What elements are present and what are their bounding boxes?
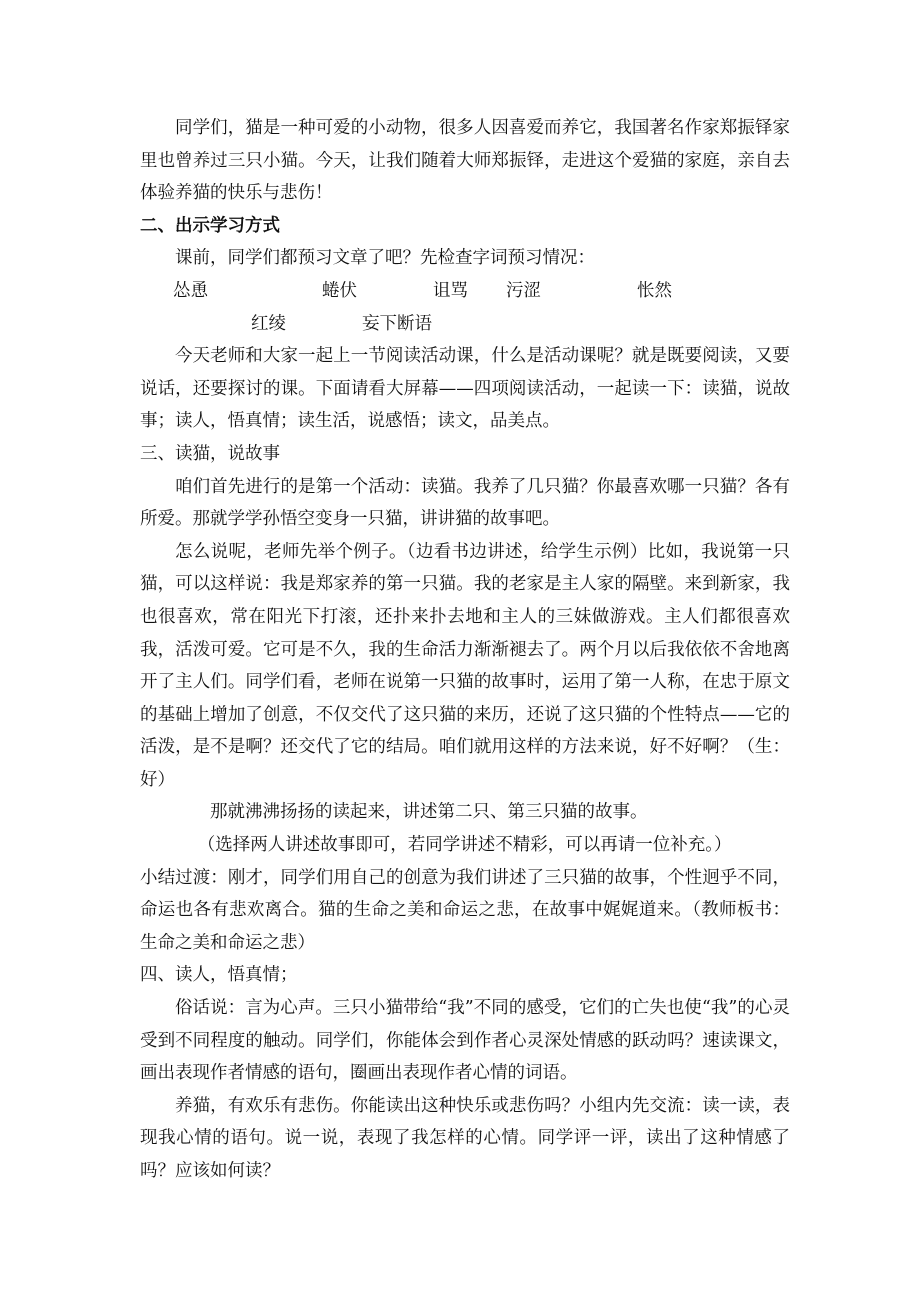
vocab-word: 诅骂: [433, 280, 468, 301]
vocab-word: 红绫: [251, 313, 286, 334]
section-2-heading: 二、出示学习方式: [140, 215, 280, 236]
intro-paragraph: 同学们，猫是一种可爱的小动物，很多人因喜爱而养它，我国著名作家郑振铎家里也曾养过三只小猫。今天，让我们随着大师郑振铎，走进这个爱猫的家庭，亲自去体验养猫的快乐与悲伤！: [140, 118, 790, 204]
activity-paragraph: 今天老师和大家一起上一节阅读活动课，什么是活动课呢？就是既要阅读，又要说话，还要探讨的课。下面请看大屏幕——四项阅读活动，一起读一下：读猫，说故事；读人，悟真情；读生活，说感悟；读文，品美点。: [140, 346, 790, 432]
section-4-paragraph-2: 养猫，有欢乐有悲伤。你能读出这种快乐或悲伤吗？小组内先交流：读一读，表现我心情的语句。说一说，表现了我怎样的心情。同学评一评，读出了这种情感了吗？应该如何读？: [140, 1095, 790, 1181]
section-3-paragraph-1: 咱们首先进行的是第一个活动：读猫。我养了几只猫？你最喜欢哪一只猫？各有所爱。那就学学孙悟空变身一只猫，讲讲猫的故事吧。: [140, 476, 790, 530]
section-4-paragraph-1: 俗话说：言为心声。三只小猫带给“我”不同的感受，它们的亡失也使“我”的心灵受到不同程度的触动。同学们，你能体会到作者心灵深处情感的跃动吗？速读课文，画出表现作者情感的语句，圈画出表现作者心情的词语。: [140, 998, 790, 1084]
vocab-word: 怅然: [637, 280, 672, 301]
vocab-intro: 课前，同学们都预习文章了吧？先检查字词预习情况：: [175, 248, 595, 269]
section-3-paragraph-2: 怎么说呢，老师先举个例子。（边看书边讲述，给学生示例）比如，我说第一只猫，可以这样说：我是郑家养的第一只猫。我的老家是主人家的隔壁。来到新家，我也很喜欢，常在阳光下打滚，还扑来扑去地和主人的三妹做游戏。主人们都很喜欢我，活泼可爱。它可是不久，我的生命活力渐渐褪去了。两个月以后我依依不舍地离开了主人们。同学们看，老师在说第一只猫的故事时，运用了第一人称，在忠于原文的基础上增加了创意，不仅交代了这只猫的来历，还说了这只猫的个性特点——它的活泼，是不是啊？还交代了它的结局。咱们就用这样的方法来说，好不好啊？（生：好）: [140, 541, 790, 790]
vocab-row-1: [140, 275, 790, 308]
section-3-heading: 三、读猫，说故事: [140, 443, 280, 464]
section-3-summary: 小结过渡：刚才，同学们用自己的创意为我们讲述了三只猫的故事，个性迥乎不同，命运也各有悲欢离合。猫的生命之美和命运之悲，在故事中娓娓道来。（教师板书：生命之美和命运之悲）: [140, 867, 790, 953]
vocab-word: 蜷伏: [322, 280, 357, 301]
section-3-note: （选择两人讲述故事即可，若同学讲述不精彩，可以再请一位补充。）: [197, 835, 732, 856]
vocab-word: 污涩: [506, 280, 541, 301]
document-page: [140, 112, 790, 1188]
vocab-word: 妄下断语: [362, 313, 432, 334]
vocab-word: 怂恿: [173, 280, 208, 301]
section-3-paragraph-3: 那就沸沸扬扬的读起来，讲述第二只、第三只猫的故事。: [210, 802, 648, 823]
section-4-heading: 四、读人，悟真情；: [140, 965, 298, 986]
vocab-row-2: [140, 308, 790, 341]
